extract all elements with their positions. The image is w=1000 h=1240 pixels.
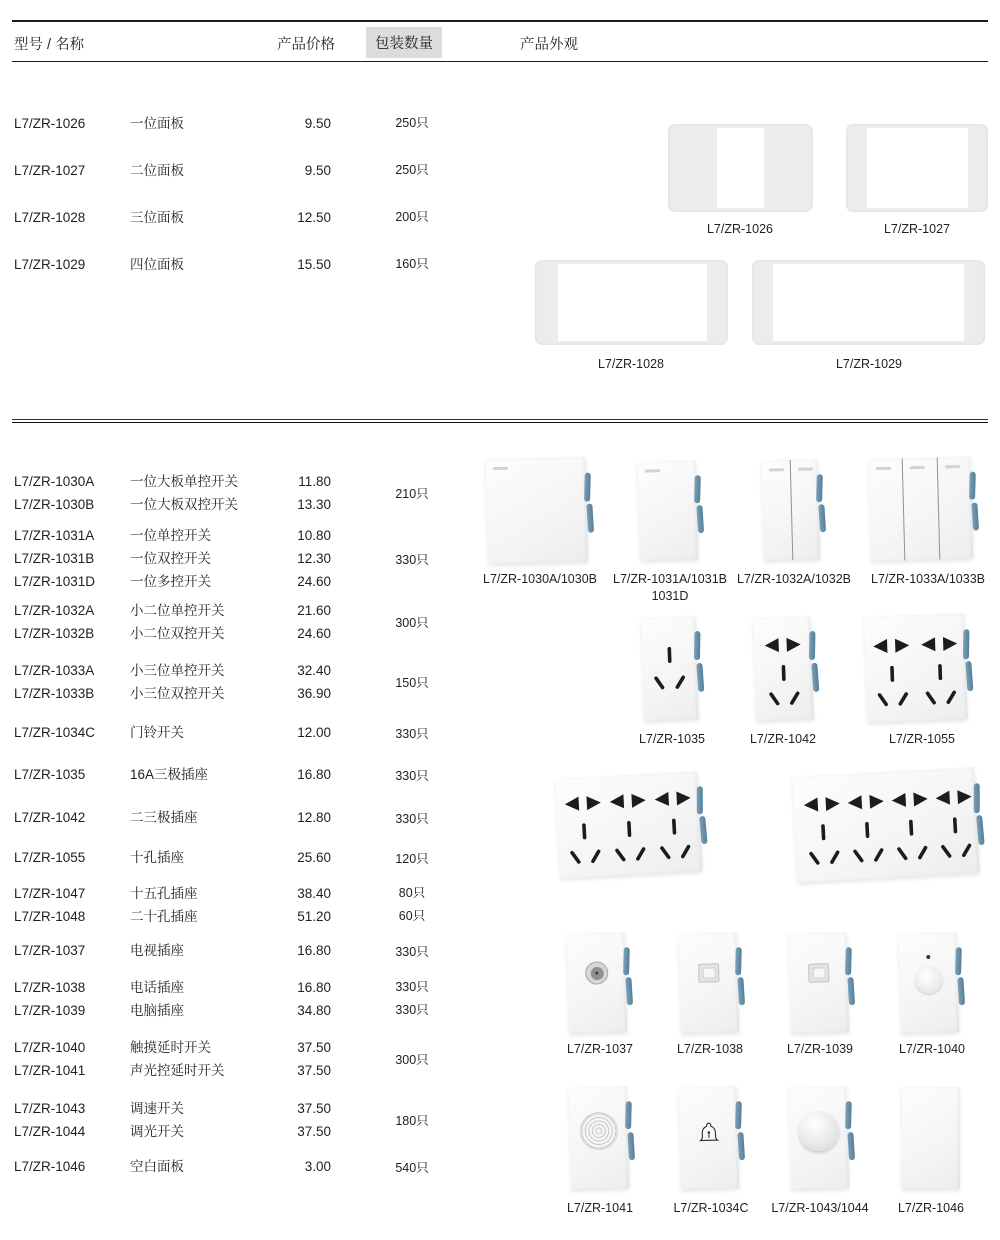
panel-cutout <box>867 128 968 208</box>
product-group <box>0 241 470 288</box>
product-price: 24.60 <box>297 626 331 641</box>
figure-caption: L7/ZR-1027 <box>883 222 950 236</box>
product-model: L7/ZR-1040 <box>14 1040 86 1055</box>
product-name: 二三极插座 <box>130 810 198 825</box>
product-model: L7/ZR-1038 <box>14 980 86 995</box>
product-name: 小二位单控开关 <box>130 603 225 618</box>
ten-hole-pattern <box>864 613 968 722</box>
product-model: L7/ZR-1043 <box>14 1101 86 1116</box>
product-price: 36.90 <box>297 686 331 701</box>
table-row <box>0 524 470 547</box>
product-name: 小三位双控开关 <box>130 686 225 701</box>
mounting-clip <box>955 947 965 1005</box>
figure-caption: L7/ZR-1030A/1030B <box>483 572 597 586</box>
product-figure-1032 <box>762 459 821 560</box>
column-header-qty-highlighted: 包装数量 <box>366 27 442 58</box>
product-price: 9.50 <box>304 116 331 131</box>
product-price: 37.50 <box>297 1101 331 1116</box>
figure-caption: L7/ZR-1039 <box>786 1042 853 1056</box>
product-name: 四位面板 <box>130 257 184 272</box>
product-price: 25.60 <box>297 850 331 865</box>
product-price: 12.30 <box>297 551 331 566</box>
figure-caption: L7/ZR-1037 <box>566 1042 633 1056</box>
product-name: 一位面板 <box>130 116 184 131</box>
mounting-clip <box>735 947 745 1005</box>
product-price: 10.80 <box>297 528 331 543</box>
product-group <box>0 524 470 593</box>
product-model: L7/ZR-1039 <box>14 1003 86 1018</box>
table-row <box>0 241 470 288</box>
product-model: L7/ZR-1026 <box>14 116 86 131</box>
group-qty: 120只 <box>395 851 429 866</box>
rocker <box>638 460 699 560</box>
product-model: L7/ZR-1055 <box>14 850 86 865</box>
product-model: L7/ZR-1048 <box>14 909 86 924</box>
product-price: 12.80 <box>297 810 331 825</box>
product-name: 门铃开关 <box>130 725 184 740</box>
product-qty: 80只 <box>398 886 426 900</box>
group-qty: 330只 <box>395 811 429 826</box>
product-price: 13.30 <box>297 497 331 512</box>
rocker <box>762 460 792 561</box>
switch-rockers <box>762 459 821 560</box>
brand-mark <box>645 469 660 472</box>
figure-caption-line2: 1031D <box>651 589 689 603</box>
brand-mark <box>797 467 812 470</box>
mounting-clip <box>845 1101 855 1160</box>
panel-cutout <box>773 264 964 341</box>
product-group <box>0 147 470 194</box>
product-model: L7/ZR-1037 <box>14 943 86 958</box>
product-group <box>0 846 470 869</box>
product-figure-1030 <box>486 457 589 565</box>
product-group <box>0 1155 470 1178</box>
figure-caption: L7/ZR-1046 <box>897 1201 964 1215</box>
product-model: L7/ZR-1044 <box>14 1124 86 1139</box>
product-price: 11.80 <box>298 474 331 489</box>
table-row <box>0 999 470 1022</box>
product-group <box>0 976 470 1022</box>
product-group <box>0 470 470 516</box>
product-name: 空白面板 <box>130 1159 184 1174</box>
product-model: L7/ZR-1041 <box>14 1063 86 1078</box>
product-price: 12.50 <box>297 210 331 225</box>
figure-caption: L7/ZR-1033A/1033B <box>871 572 985 586</box>
product-group <box>0 100 470 147</box>
product-price: 16.80 <box>297 980 331 995</box>
product-model: L7/ZR-1031B <box>14 551 95 566</box>
product-qty: 250只 <box>395 116 429 130</box>
figure-caption: L7/ZR-1041 <box>566 1201 633 1215</box>
table-row <box>0 882 470 905</box>
product-name: 二位面板 <box>130 163 184 178</box>
product-name: 电视插座 <box>130 943 184 958</box>
figure-caption: L7/ZR-1042 <box>749 732 816 746</box>
product-figure-1034c <box>679 1086 740 1189</box>
header-bottom-rule <box>12 61 988 62</box>
sensor-grille-icon <box>579 1111 618 1150</box>
product-price: 21.60 <box>297 603 331 618</box>
mounting-clip <box>816 474 826 532</box>
product-model: L7/ZR-1030A <box>14 474 95 489</box>
mounting-clip <box>694 475 704 533</box>
rj-port-icon <box>808 963 829 983</box>
group-qty: 210只 <box>395 487 429 501</box>
mounting-clip <box>625 1101 635 1160</box>
product-figure-1055 <box>864 613 968 722</box>
product-price: 37.50 <box>297 1124 331 1139</box>
product-group <box>0 1036 470 1082</box>
brand-mark <box>769 468 784 471</box>
product-figure-1033 <box>869 457 974 562</box>
switch-rockers <box>486 457 589 565</box>
product-name: 调速开关 <box>130 1101 184 1116</box>
product-qty: 330只 <box>395 980 429 994</box>
group-qty: 300只 <box>395 1053 429 1067</box>
product-price: 9.50 <box>304 163 331 178</box>
switch-socket-products-table <box>0 470 470 1178</box>
coax-connector-icon <box>585 961 609 985</box>
product-figure-1046 <box>902 1087 960 1189</box>
group-qty: 150只 <box>395 676 429 690</box>
product-group <box>0 659 470 705</box>
product-name: 16A三极插座 <box>130 767 209 782</box>
product-name: 一位多控开关 <box>130 574 211 589</box>
product-model: L7/ZR-1033A <box>14 663 95 678</box>
product-name: 三位面板 <box>130 210 184 225</box>
product-group <box>0 1097 470 1143</box>
product-name: 一位单控开关 <box>130 528 211 543</box>
fifteen-hole-pattern <box>555 771 702 878</box>
brand-mark <box>876 467 891 470</box>
product-figure-1035 <box>641 616 699 721</box>
product-name: 调光开关 <box>130 1124 184 1139</box>
product-price: 51.20 <box>297 909 331 924</box>
product-name: 电脑插座 <box>130 1003 184 1018</box>
product-price: 24.60 <box>297 574 331 589</box>
group-qty: 540只 <box>395 1160 429 1175</box>
product-group <box>0 939 470 962</box>
product-name: 一位大板单控开关 <box>130 474 238 489</box>
brand-mark <box>945 465 960 468</box>
product-figure-1040 <box>899 932 960 1033</box>
figure-caption: L7/ZR-1043/1044 <box>771 1201 869 1215</box>
mounting-clip <box>963 629 973 691</box>
group-qty: 330只 <box>395 944 429 959</box>
product-model: L7/ZR-1046 <box>14 1159 86 1174</box>
rocker <box>902 458 939 561</box>
figure-caption: L7/ZR-1034C <box>673 1201 749 1215</box>
three-pin-holes <box>641 616 699 721</box>
mounting-clip <box>623 947 633 1005</box>
product-model: L7/ZR-1031D <box>14 574 96 589</box>
product-group <box>0 763 470 786</box>
group-qty: 330只 <box>395 768 429 783</box>
product-figure-1031 <box>638 460 699 560</box>
product-name: 电话插座 <box>130 980 184 995</box>
product-model: L7/ZR-1035 <box>14 767 86 782</box>
product-price: 16.80 <box>297 767 331 782</box>
table-row <box>0 147 470 194</box>
product-price: 34.80 <box>297 1003 331 1018</box>
product-figure-1042 <box>753 616 814 721</box>
product-figure-1048 <box>792 767 979 882</box>
table-row <box>0 570 470 593</box>
group-qty: 180只 <box>395 1114 429 1128</box>
product-figure-1026 <box>668 124 813 212</box>
mounting-clip <box>809 631 819 691</box>
product-price: 16.80 <box>297 943 331 958</box>
product-price: 32.40 <box>297 663 331 678</box>
product-price: 37.50 <box>297 1040 331 1055</box>
brand-mark <box>910 466 925 469</box>
figure-caption: L7/ZR-1026 <box>706 222 773 236</box>
twenty-hole-pattern <box>792 767 979 882</box>
column-header-price: 产品价格 <box>277 37 335 53</box>
table-row <box>0 905 470 928</box>
switch-rockers <box>869 457 974 562</box>
mounting-clip <box>845 947 855 1005</box>
panel-cutout <box>717 128 763 208</box>
product-name: 十五孔插座 <box>130 886 198 901</box>
rocker <box>486 457 589 565</box>
product-group <box>0 721 470 744</box>
product-model: L7/ZR-1034C <box>14 725 96 740</box>
switch-rockers <box>638 460 699 560</box>
product-figure-1038 <box>679 932 740 1033</box>
figure-caption: L7/ZR-1028 <box>597 357 664 371</box>
figure-caption: L7/ZR-1040 <box>898 1042 965 1056</box>
product-name: 小二位双控开关 <box>130 626 225 641</box>
rocker <box>936 457 973 560</box>
product-price: 37.50 <box>297 1063 331 1078</box>
product-figure-1027 <box>846 124 988 212</box>
group-qty: 300只 <box>395 616 429 630</box>
product-qty: 60只 <box>398 909 426 923</box>
brand-mark <box>493 467 508 470</box>
product-group <box>0 194 470 241</box>
product-model: L7/ZR-1032A <box>14 603 95 618</box>
mounting-clip <box>735 1101 745 1160</box>
product-price: 3.00 <box>304 1159 331 1174</box>
product-qty: 250只 <box>395 163 429 177</box>
rj-port-icon <box>698 963 719 983</box>
mounting-clip <box>694 631 704 691</box>
product-price: 12.00 <box>297 725 331 740</box>
product-figure-1037 <box>567 932 628 1033</box>
product-qty: 160只 <box>395 257 429 271</box>
table-row <box>0 976 470 999</box>
indicator-led <box>926 955 930 959</box>
product-model: L7/ZR-1042 <box>14 810 86 825</box>
column-header-appearance: 产品外观 <box>520 37 578 53</box>
table-row <box>0 100 470 147</box>
panel-cutout <box>558 264 707 341</box>
group-qty: 330只 <box>395 726 429 741</box>
table-row <box>0 194 470 241</box>
product-figure-1029 <box>752 260 985 345</box>
figure-caption: L7/ZR-1031A/1031B <box>613 572 727 586</box>
five-hole-pattern <box>753 616 814 721</box>
figure-caption: L7/ZR-1029 <box>835 357 902 371</box>
panel-products-table <box>0 100 470 288</box>
figure-caption: L7/ZR-1038 <box>676 1042 743 1056</box>
group-qty: 330只 <box>395 552 429 567</box>
product-group <box>0 599 470 645</box>
product-model: L7/ZR-1047 <box>14 886 86 901</box>
product-figure-1047 <box>555 771 702 878</box>
product-name: 触摸延时开关 <box>130 1040 211 1055</box>
rocker <box>869 458 905 561</box>
doorbell-icon <box>696 1120 723 1149</box>
product-qty: 330只 <box>395 1003 429 1017</box>
mounting-clip <box>969 472 979 531</box>
product-name: 小三位单控开关 <box>130 663 225 678</box>
product-model: L7/ZR-1027 <box>14 163 86 178</box>
touch-button <box>915 966 943 994</box>
product-qty: 200只 <box>395 210 429 224</box>
rotary-knob <box>798 1110 839 1151</box>
product-model: L7/ZR-1032B <box>14 626 95 641</box>
header-top-rule <box>12 20 988 22</box>
product-model: L7/ZR-1030B <box>14 497 95 512</box>
product-model: L7/ZR-1033B <box>14 686 95 701</box>
product-price: 38.40 <box>297 886 331 901</box>
figure-caption: L7/ZR-1035 <box>638 732 705 746</box>
mounting-clip <box>696 786 707 844</box>
product-name: 二十孔插座 <box>130 909 198 924</box>
product-name: 一位大板双控开关 <box>130 497 238 512</box>
product-model: L7/ZR-1029 <box>14 257 86 272</box>
column-header-model-name: 型号 / 名称 <box>14 37 85 53</box>
product-figure-1039 <box>789 932 850 1033</box>
figure-caption: L7/ZR-1032A/1032B <box>737 572 851 586</box>
figure-caption: L7/ZR-1055 <box>888 732 955 746</box>
product-name: 十孔插座 <box>130 850 184 865</box>
product-price: 15.50 <box>297 257 331 272</box>
product-group <box>0 806 470 829</box>
product-model: L7/ZR-1031A <box>14 528 95 543</box>
product-figure-1041 <box>569 1086 630 1189</box>
mounting-clip <box>584 472 594 533</box>
product-model: L7/ZR-1028 <box>14 210 86 225</box>
product-name: 声光控延时开关 <box>130 1063 225 1078</box>
product-figure-1043 <box>789 1086 850 1189</box>
product-figure-1028 <box>535 260 728 345</box>
section-divider-rule <box>12 419 988 423</box>
product-group <box>0 882 470 928</box>
product-name: 一位双控开关 <box>130 551 211 566</box>
